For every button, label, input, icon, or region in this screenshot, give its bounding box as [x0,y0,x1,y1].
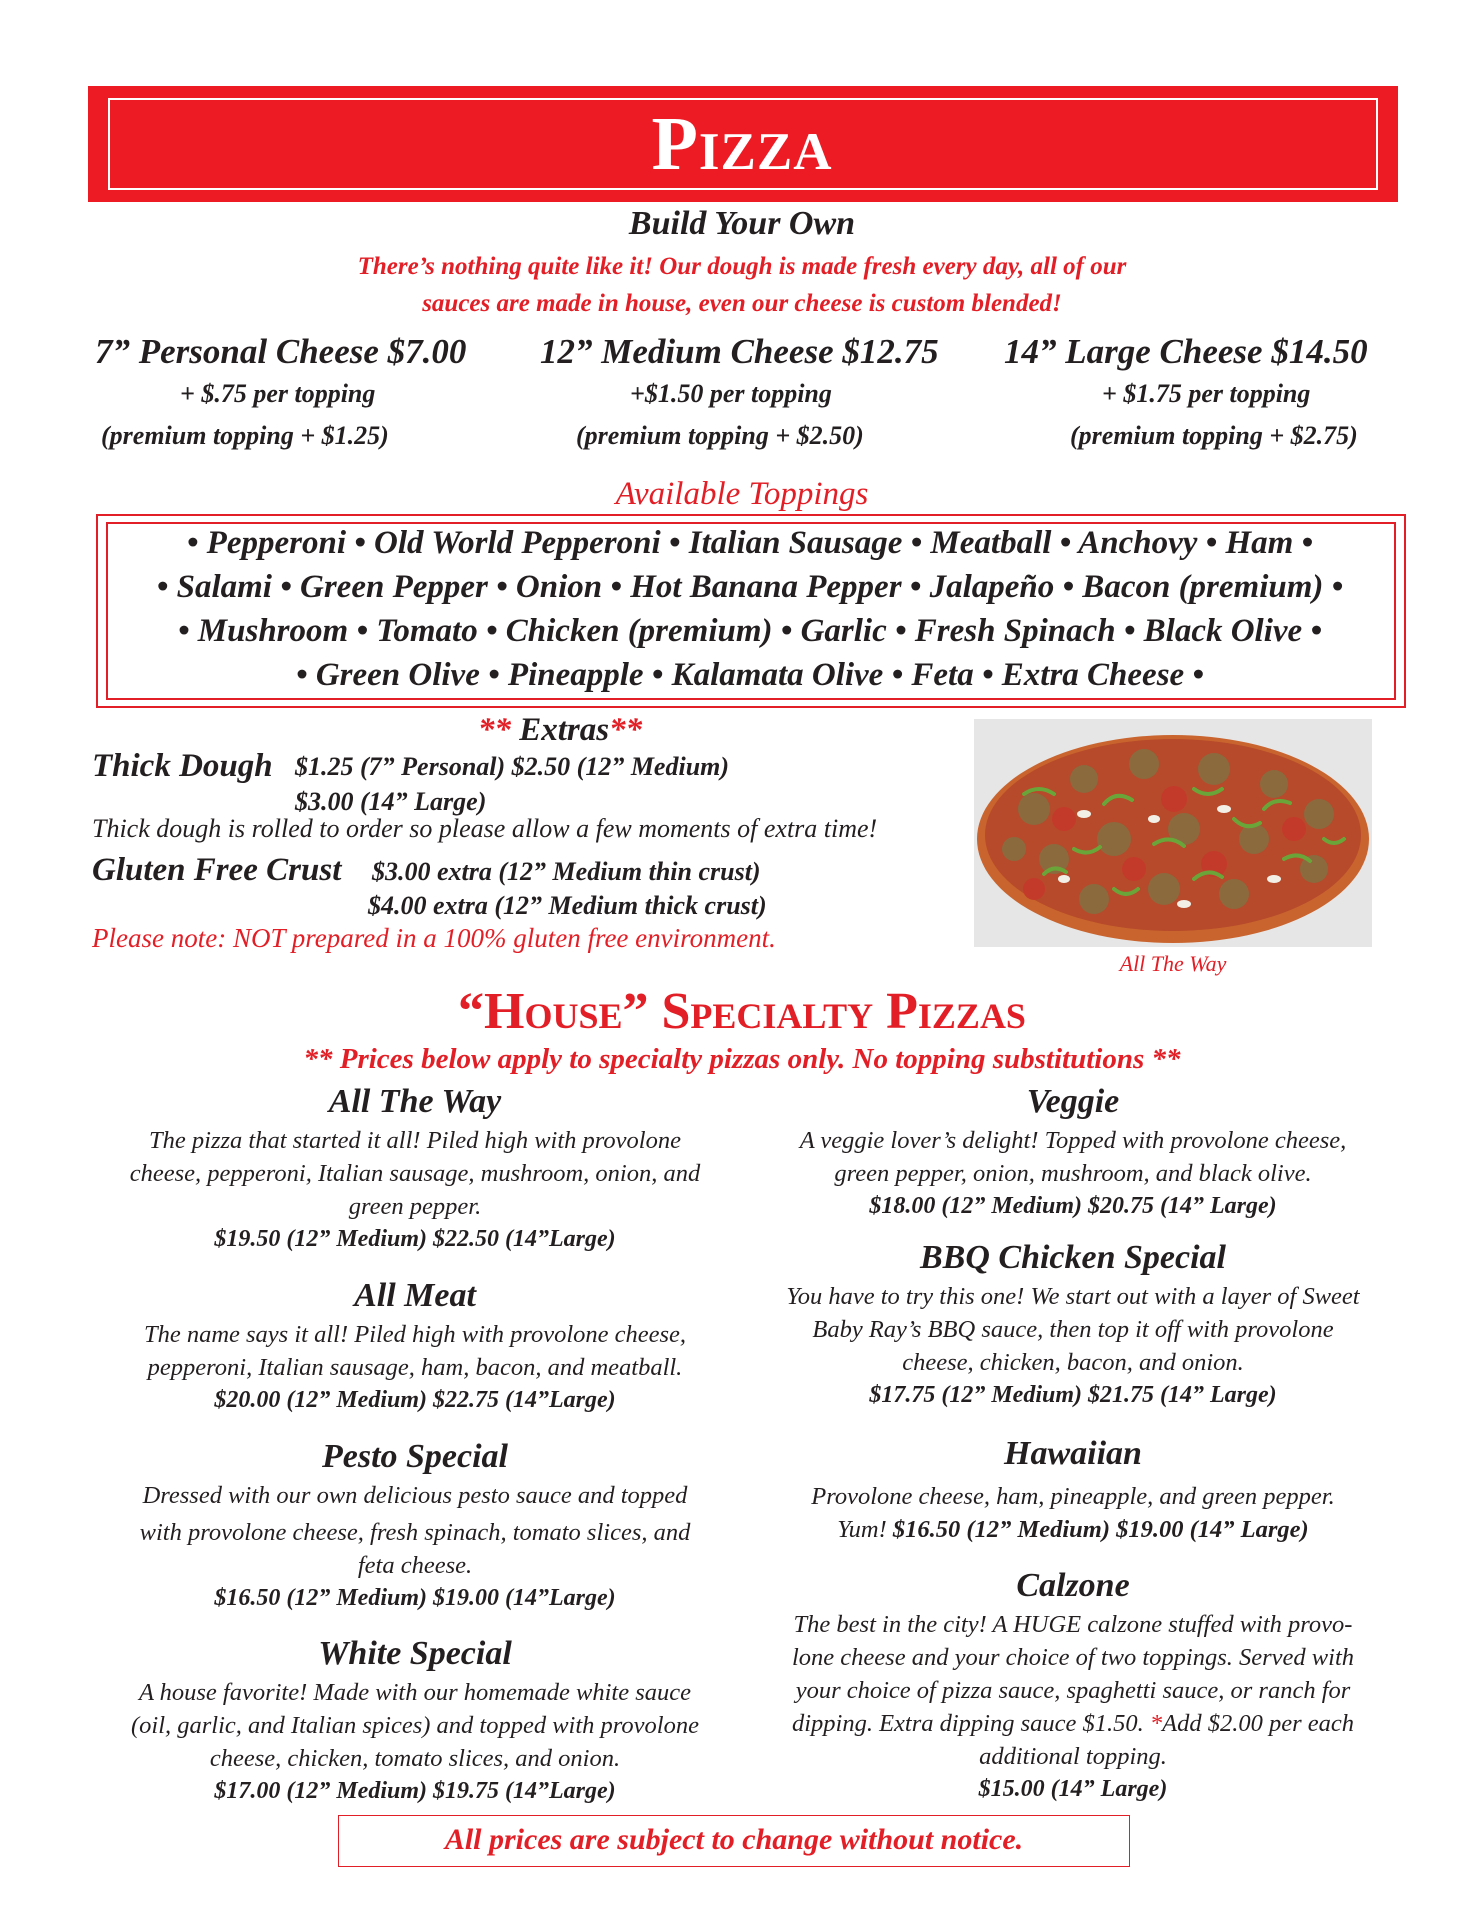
description-line: pepperoni, Italian sausage, ham, bacon, and meatball. [147,1354,683,1381]
specialty-description [748,1124,1398,1190]
thick-dough-note: Thick dough is rolled to order so please allow a few moments of extra time! [92,814,878,843]
specialty-veggie [748,1080,1398,1222]
size-name: 14” Large Cheese $14.50 [1004,332,1368,371]
specialty-name: BBQ Chicken Special [919,1239,1227,1276]
thick-dough-price: $1.25 (7” Personal) $2.50 (12” Medium) [295,752,730,781]
description-line [748,1707,1398,1740]
description-line: The best in the city! A HUGE calzone stuffed with provo- [793,1611,1353,1638]
description-line: Dressed with our own delicious pesto sauce and topped [142,1482,688,1509]
specialty-name: White Special [318,1635,512,1672]
size-name: 7” Personal Cheese $7.00 [95,332,467,371]
size-large [1004,330,1464,452]
toppings-line: • Pepperoni • Old World Pepperoni • Italian Sausage • Meatball • Anchovy • Ham • [186,525,1314,561]
asterisk-mark: * [1149,1710,1163,1737]
description-line: Provolone cheese, ham, pineapple, and green pepper. [811,1483,1335,1510]
description-line: A veggie lover’s delight! Topped with provolone cheese, [799,1127,1347,1154]
description-line: Baby Ray’s BBQ sauce, then top it off with provolone [812,1316,1334,1343]
specialty-description [748,1480,1398,1546]
description-line: feta cheese. [357,1552,473,1579]
extras-stars-left: ** [477,712,520,748]
specialty-price: $17.00 (12” Medium) $19.75 (14”Large) [214,1778,616,1804]
description-line: You have to try this one! We start out with a layer of Sweet [786,1283,1360,1310]
specialty-all-the-way [90,1080,740,1255]
specialty-calzone [748,1564,1398,1805]
specialty-all-meat [90,1274,740,1416]
size-premium-price: (premium topping + $2.50) [576,421,864,450]
specialty-name: Calzone [1016,1567,1130,1604]
description-text: dipping. Extra dipping sauce $1.50. [791,1710,1150,1737]
specialty-price: $20.00 (12” Medium) $22.75 (14”Large) [214,1387,616,1413]
gluten-free-label: Gluten Free Crust [92,852,342,888]
size-topping-price: +$1.50 per topping [630,379,832,408]
specialty-price: $16.50 (12” Medium) $19.00 (14” Large) [892,1516,1309,1543]
toppings-line: • Mushroom • Tomato • Chicken (premium) • Garlic • Fresh Spinach • Black Olive • [177,613,1322,649]
toppings-line: • Green Olive • Pineapple • Kalamata Olive • Feta • Extra Cheese • [296,657,1204,693]
house-specialty-note: ** Prices below apply to specialty pizzas only. No topping substitutions ** [303,1043,1181,1075]
description-line: cheese, chicken, bacon, and onion. [902,1349,1244,1376]
specialty-name: Hawaiian [1004,1435,1142,1472]
photo-caption: All The Way [1119,951,1227,976]
thick-dough-label: Thick Dough [92,748,273,784]
description-line: The name says it all! Piled high with provolone cheese, [143,1321,687,1348]
description-line: sauces are made in house, even our cheese is custom blended! [422,290,1062,317]
description-text: Yum! [837,1516,893,1543]
specialty-description [90,1479,740,1582]
build-your-own-heading: Build Your Own [628,205,856,242]
size-topping-price: + $1.75 per topping [1102,379,1311,408]
toppings-heading: Available Toppings [615,476,869,512]
specialty-description [90,1124,740,1223]
description-line: green pepper, onion, mushroom, and black olive. [834,1160,1312,1187]
specialty-price: $17.75 (12” Medium) $21.75 (14” Large) [869,1382,1277,1408]
description-line: cheese, pepperoni, Italian sausage, mushroom, onion, and [129,1160,701,1187]
specialty-name: Veggie [1026,1083,1120,1120]
specialty-pesto [90,1435,740,1614]
gluten-free-price: $4.00 extra (12” Medium thick crust) [368,891,767,920]
size-premium-price: (premium topping + $1.25) [101,421,389,450]
thick-dough-price: $3.00 (14” Large) [295,787,487,816]
gluten-free-note: Please note: NOT prepared in a 100% gluten free environment. [92,923,776,953]
size-personal [95,330,555,452]
build-your-own-description [260,248,1224,322]
description-line [748,1513,1398,1546]
specialty-description [748,1608,1398,1773]
specialty-hawaiian [748,1432,1398,1546]
specialty-name: Pesto Special [321,1438,509,1475]
description-line: your choice of pizza sauce, spaghetti sauce, or ranch for [795,1677,1351,1704]
size-medium [540,330,1000,452]
description-line: (oil, garlic, and Italian spices) and topped with provolone [131,1712,699,1739]
description-line: green pepper. [348,1193,482,1220]
specialty-white [90,1632,740,1807]
extras-word: Extras [519,712,610,748]
specialty-name: All The Way [328,1083,502,1120]
size-topping-price: + $.75 per topping [180,379,376,408]
specialty-description [90,1676,740,1775]
extras-heading [380,710,740,750]
description-line: A house favorite! Made with our homemade white sauce [138,1679,692,1706]
specialty-price: $16.50 (12” Medium) $19.00 (14”Large) [214,1585,616,1611]
specialty-name: All Meat [354,1277,476,1314]
gluten-free-price: $3.00 extra (12” Medium thin crust) [372,857,761,886]
toppings-line: • Salami • Green Pepper • Onion • Hot Banana Pepper • Jalapeño • Bacon (premium) • [156,569,1344,605]
pizza-photo [974,719,1372,947]
description-line: lone cheese and your choice of two toppings. Served with [791,1644,1355,1671]
size-premium-price: (premium topping + $2.75) [1070,421,1358,450]
specialty-price: $15.00 (14” Large) [978,1776,1168,1802]
description-line: with provolone cheese, fresh spinach, tomato slices, and [139,1519,691,1546]
description-text: Add $2.00 per each [1162,1710,1355,1737]
size-name: 12” Medium Cheese $12.75 [540,332,939,371]
specialty-price: $19.50 (12” Medium) $22.50 (14”Large) [214,1226,616,1252]
footer-notice: All prices are subject to change without notice. [444,1823,1024,1856]
specialty-description [90,1318,740,1384]
description-line: cheese, chicken, tomato slices, and onion. [209,1745,621,1772]
description-line: There’s nothing quite like it! Our dough is made fresh every day, all of our [357,253,1127,280]
description-line: additional topping. [979,1743,1167,1770]
house-specialty-heading: “House” Specialty Pizzas [458,983,1026,1040]
specialty-bbq-chicken [748,1236,1398,1411]
specialty-description [748,1280,1398,1379]
extras-stars-right: ** [609,712,643,748]
description-line: The pizza that started it all! Piled high with provolone [149,1127,681,1154]
toppings-list [100,521,1400,697]
specialty-price: $18.00 (12” Medium) $20.75 (14” Large) [869,1193,1277,1219]
page-title: Pizza [651,102,833,186]
